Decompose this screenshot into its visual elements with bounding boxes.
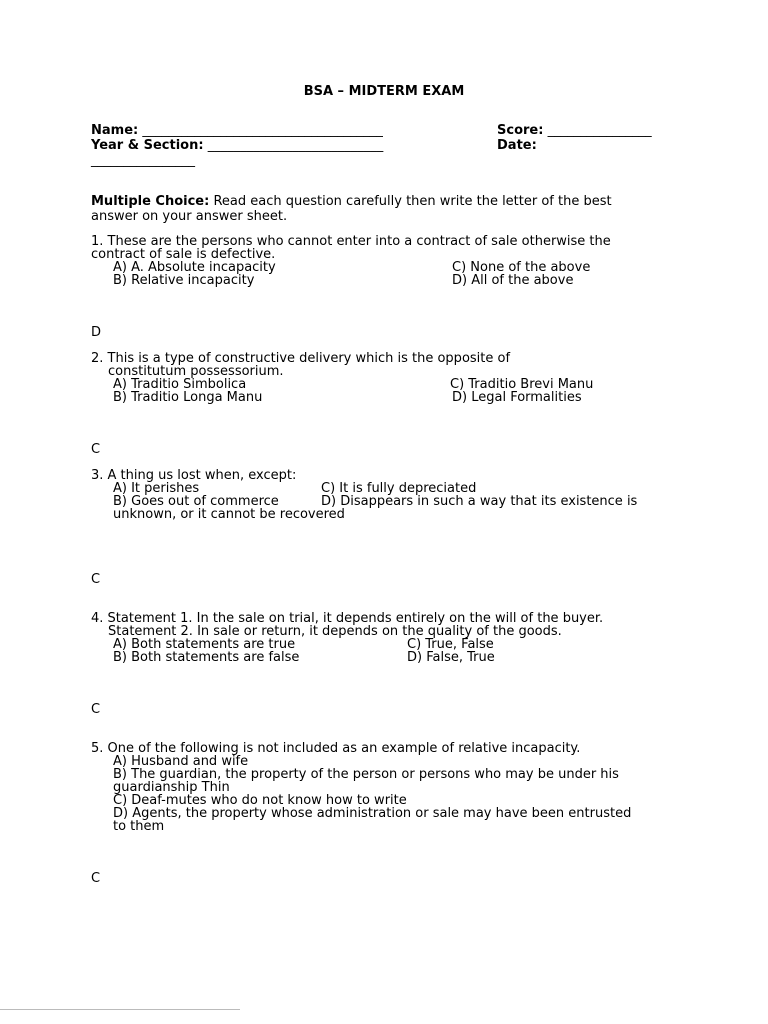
year-section-row: [91, 139, 383, 152]
question-5-choice-d: D) Agents, the property whose administration or sale may have been entrusted: [113, 806, 632, 821]
question-3-line-1: 3. A thing us lost when, except:: [91, 468, 297, 483]
question-3-choice-a: A) It perishes: [113, 481, 200, 496]
name-row: [91, 124, 383, 137]
question-1-choice-a: A) A. Absolute incapacity: [113, 260, 276, 275]
question-1-choice-c: C) None of the above: [452, 260, 591, 275]
name-label: Name:: [91, 123, 139, 138]
question-5-choice-a: A) Husband and wife: [113, 754, 249, 769]
question-1-line-1: 1. These are the persons who cannot enter into a contract of sale otherwise the: [91, 234, 611, 249]
question-4-choice-b: B) Both statements are false: [113, 650, 300, 665]
date-row: [497, 139, 537, 152]
question-2-line-2: constitutum possessorium.: [108, 364, 284, 379]
name-blank: _____________________________________: [142, 123, 383, 138]
question-3-choice-b: B) Goes out of commerce: [113, 494, 279, 509]
question-5-choice-b: B) The guardian, the property of the person or persons who may be under his: [113, 767, 619, 782]
instructions-line-2: answer on your answer sheet.: [91, 209, 288, 224]
question-5-choice-c: C) Deaf-mutes who do not know how to write: [113, 793, 407, 808]
question-3-choice-d: D) Disappears in such a way that its existence is: [321, 494, 638, 509]
question-2-choice-b: B) Traditio Longa Manu: [113, 390, 263, 405]
date-label: Date:: [497, 138, 537, 153]
score-label: Score:: [497, 123, 544, 138]
question-2-choice-d: D) Legal Formalities: [452, 390, 582, 405]
question-4-choice-c: C) True, False: [407, 637, 494, 652]
score-row: [497, 124, 652, 137]
question-1-line-2: contract of sale is defective.: [91, 247, 276, 262]
question-3-choice-c: C) It is fully depreciated: [321, 481, 477, 496]
question-5-choice-d-continued: to them: [113, 819, 165, 834]
question-4-choice-a: A) Both statements are true: [113, 637, 296, 652]
exam-title: BSA – MIDTERM EXAM: [303, 84, 465, 99]
instructions-line-1: [91, 195, 612, 208]
year-section-blank: ___________________________: [207, 138, 384, 153]
date-blank: ________________: [91, 153, 195, 168]
question-2-choice-c: C) Traditio Brevi Manu: [450, 377, 594, 392]
instructions-label: Multiple Choice:: [91, 194, 210, 209]
question-4-line-1: 4. Statement 1. In the sale on trial, it depends entirely on the will of the buyer.: [91, 611, 604, 626]
question-2-line-1: 2. This is a type of constructive delivery which is the opposite of: [91, 351, 511, 366]
question-1-choice-b: B) Relative incapacity: [113, 273, 255, 288]
question-2-answer: C: [91, 442, 101, 457]
score-blank: ________________: [547, 123, 652, 138]
question-4-choice-d: D) False, True: [407, 650, 495, 665]
question-4-line-2: Statement 2. In sale or return, it depends on the quality of the goods.: [108, 624, 562, 639]
year-section-label: Year & Section:: [91, 138, 204, 153]
page-bottom-divider: [0, 1009, 240, 1010]
question-3-answer: C: [91, 572, 101, 587]
instructions-text: Read each question carefully then write the letter of the best: [213, 194, 612, 209]
question-5-answer: C: [91, 871, 101, 886]
question-3-choice-d-continued: unknown, or it cannot be recovered: [113, 507, 345, 522]
question-2-choice-a: A) Traditio Simbolica: [113, 377, 247, 392]
question-1-answer: D: [91, 325, 102, 340]
question-4-answer: C: [91, 702, 101, 717]
question-5-choice-b-continued: guardianship Thin: [113, 780, 230, 795]
question-1-choice-d: D) All of the above: [452, 273, 574, 288]
question-5-line-1: 5. One of the following is not included as an example of relative incapacity.: [91, 741, 581, 756]
